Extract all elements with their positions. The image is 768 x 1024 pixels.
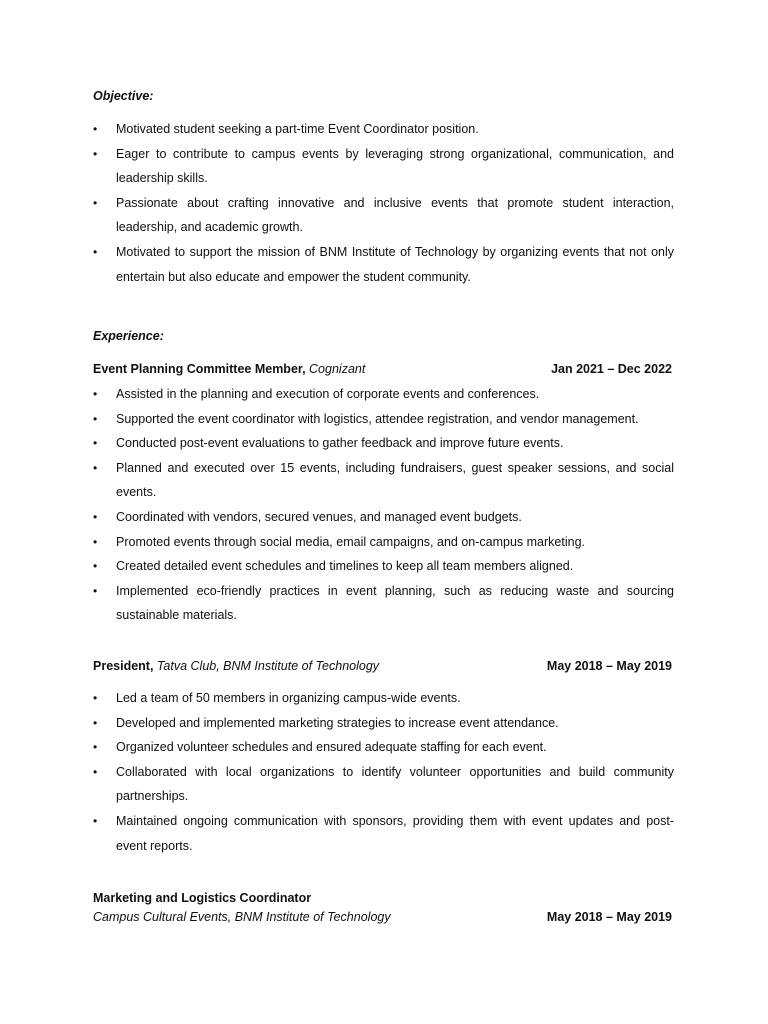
list-item: • Motivated student seeking a part-time Event Coordinator position. [93, 117, 674, 142]
list-item: • Led a team of 50 members in organizing campus-wide events. [93, 686, 674, 711]
list-item: • Created detailed event schedules and timelines to keep all team members aligned. [93, 554, 674, 579]
job-title: Marketing and Logistics Coordinator [93, 891, 312, 905]
job-organization: Cognizant [309, 362, 366, 376]
job-organization: Tatva Club, BNM Institute of Technology [156, 659, 380, 673]
job-dates: Jan 2021 – Dec 2022 [551, 362, 672, 376]
list-item: • Promoted events through social media, email campaigns, and on-campus marketing. [93, 530, 674, 555]
list-item: • Implemented eco-friendly practices in event planning, such as reducing waste and sourcing sustainable materials. [93, 579, 674, 628]
job-organization: Campus Cultural Events, BNM Institute of Technology [93, 910, 391, 924]
job-duties-tatva-club [93, 686, 674, 858]
job-title: Event Planning Committee Member, [93, 362, 306, 376]
list-item: • Organized volunteer schedules and ensured adequate staffing for each event. [93, 735, 674, 760]
list-item: • Eager to contribute to campus events by leveraging strong organizational, communication, and leadership skills. [93, 142, 674, 191]
list-item: • Motivated to support the mission of BNM Institute of Technology by organizing events that not only entertain but also educate and empower the student community. [93, 240, 674, 289]
list-item: • Conducted post-event evaluations to gather feedback and improve future events. [93, 431, 674, 456]
job-duties-cognizant [93, 382, 674, 628]
job-header-marketing-logistics [93, 889, 674, 907]
job-dates: May 2018 – May 2019 [546, 910, 672, 924]
job-header-tatva-club [93, 657, 674, 675]
list-item: • Planned and executed over 15 events, including fundraisers, guest speaker sessions, and social events. [93, 456, 674, 505]
experience-heading: Experience: [93, 329, 164, 343]
job-dates: May 2018 – May 2019 [546, 659, 672, 673]
job-header-cognizant [93, 360, 674, 378]
objective-list [93, 117, 674, 289]
list-item: • Developed and implemented marketing strategies to increase event attendance. [93, 711, 674, 736]
list-item: • Maintained ongoing communication with sponsors, providing them with event updates and post-event reports. [93, 809, 674, 858]
objective-heading: Objective: [93, 89, 154, 103]
list-item: • Supported the event coordinator with logistics, attendee registration, and vendor management. [93, 407, 674, 432]
job-subheader-marketing-logistics [93, 908, 674, 926]
job-title: President, [93, 659, 154, 673]
list-item: • Assisted in the planning and execution of corporate events and conferences. [93, 382, 674, 407]
list-item: • Collaborated with local organizations to identify volunteer opportunities and build community partnerships. [93, 760, 674, 809]
list-item: • Passionate about crafting innovative and inclusive events that promote student interaction, leadership, and academic growth. [93, 191, 674, 240]
list-item: • Coordinated with vendors, secured venues, and managed event budgets. [93, 505, 674, 530]
